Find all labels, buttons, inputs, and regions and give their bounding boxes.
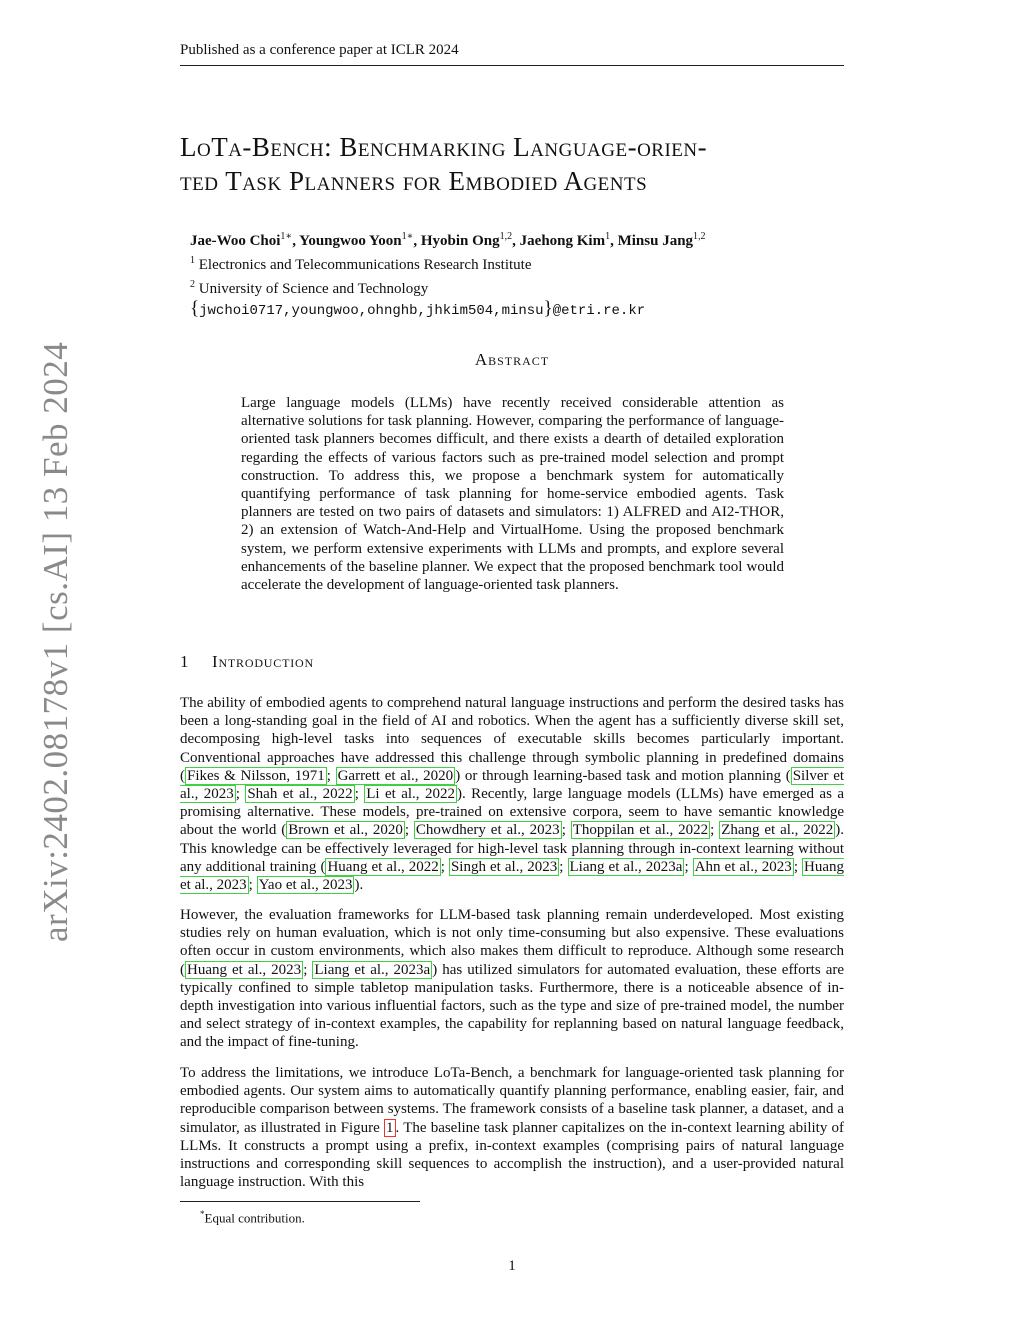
author-names: Jae-Woo Choi$^{1∗}$, Youngwoo Yoon$^{1∗}$, Hyobin Ong$^{1,2}$, Jaehong Kim$^1$, Minsu Jang$^{1,2}$ (190, 231, 706, 249)
author-affil-mark: 1,2 (499, 231, 513, 242)
close-brace: } (543, 298, 553, 319)
affil-mark: 1 (190, 255, 195, 266)
author-name: Jae-Woo Choi (190, 233, 281, 249)
citation-link[interactable]: Chowdhery et al., 2023 (415, 822, 560, 839)
footnote-mark: * (200, 1209, 205, 1219)
citation-link[interactable]: Yao et al., 2023 (258, 877, 353, 894)
text-run: ). This knowledge can be effectively leveraged for high-level task planning through in-context learning without any additional training ( (180, 822, 845, 875)
citation-link[interactable]: Thoppilan et al., 2022 (572, 822, 709, 839)
footnote-divider (180, 1201, 420, 1202)
author-block (190, 227, 850, 321)
citation-link[interactable]: Silver et al., 2023 (180, 767, 845, 803)
text-run: ). Recently, large language models (LLMs) have emerged as a promising alternative. These models, pre-trained on extensive corpora, seem to have semantic knowledge about the world ( (180, 786, 844, 839)
text-run: ; (561, 822, 571, 839)
affil-mark: 2 (190, 279, 195, 290)
text-run: To address the limitations, we introduce LoTa-Bench, a benchmark for language-oriented task planning for embodied agents. Our system aims to automatically quantify planning performance, enabling easier, fair, and reproducible comparison between systems. The framework consists of a baseline task planner, a dataset, and a simulator, as illustrated in Figure (180, 1065, 844, 1136)
text-run: ; (235, 786, 246, 803)
text-run: ; (559, 858, 568, 875)
paper-title (180, 130, 860, 198)
text-run: ; (248, 877, 257, 894)
email-users: jwchoi0717,youngwoo,ohnghb,jhkim504,minsu (199, 303, 544, 319)
citation-link[interactable]: Garrett et al., 2020 (337, 767, 454, 784)
footnote (200, 1209, 305, 1226)
citation-link[interactable]: Huang et al., 2022 (327, 858, 439, 875)
text-run: ; (793, 858, 803, 875)
section-number: 1 (180, 652, 189, 671)
citation-link[interactable]: Liang et al., 2023a (314, 961, 431, 978)
author-affil-mark: 1,2 (693, 231, 706, 242)
text-run: ; (326, 767, 336, 784)
citation-link[interactable]: Singh et al., 2023 (450, 858, 558, 875)
citation-link[interactable]: Huang et al., 2023 (180, 858, 845, 894)
author-name: Jaehong Kim (519, 233, 606, 249)
text-run: ; (684, 858, 693, 875)
text-run: However, the evaluation frameworks for LLM-based task planning remain underdeveloped. Most existing studies rely on human evaluation, which is not only time-consuming but also expensive. These evaluations often occur in custom environments, which also makes them difficult to reproduce. Although some research ( (180, 907, 844, 978)
figure-reference-link[interactable]: 1 (386, 1119, 394, 1136)
citation-link[interactable]: Zhang et al., 2022 (721, 822, 834, 839)
author-affil-mark: 1∗ (401, 231, 414, 242)
text-run: ). (354, 877, 364, 894)
affiliation-1 (190, 251, 850, 275)
paragraph-2 (180, 906, 844, 1052)
citation-link[interactable]: Liang et al., 2023a (569, 858, 683, 875)
text-run: ; (440, 858, 449, 875)
abstract-text: Large language models (LLMs) have recently received considerable attention as alternative solutions for task planning. However, comparing the performance of language-oriented task planners becomes difficult, and there exists a dearth of detailed exploration regarding the effects of various factors such as pre-trained model selection and prompt construction. To address this, we propose a benchmark system for automatically quantifying performance of task planning for home-service embodied agents. Task planners are tested on two pairs of datasets and simulators: 1) ALFRED and AI2-THOR, 2) an extension of Watch-And-Help and VirtualHome. Using the proposed benchmark system, we perform extensive experiments with LLMs and prompts, and explore several enhancements of the baseline planner. We expect that the proposed benchmark tool would accelerate the development of language-oriented task planners. (241, 395, 784, 594)
author-name: Hyobin Ong (420, 233, 500, 249)
text-run: ; (710, 822, 720, 839)
text-run: ) has utilized simulators for automated evaluation, these efforts are typically confined to simple tabletop manipulation tasks. Furthermore, there is a noticeable absence of in-depth investigation into various influential factors, such as the type and size of pre-trained model, the number and select strategy of in-context examples, the capability for replanning based on natural language feedback, and the impact of fine-tuning. (180, 961, 845, 1051)
arxiv-stamp: arXiv:2402.08178v1 [cs.AI] 13 Feb 2024 (36, 341, 75, 942)
citation-link[interactable]: Ahn et al., 2023 (694, 858, 792, 875)
section-title: Introduction (212, 652, 314, 671)
text-run: ; (404, 822, 414, 839)
running-header: Published as a conference paper at ICLR 2024 (180, 42, 844, 66)
affil-text: Electronics and Telecommunications Research Institute (198, 257, 532, 273)
author-name: Minsu Jang (617, 233, 694, 249)
paragraph-3 (180, 1064, 844, 1191)
author-name: Youngwoo Yoon (299, 233, 402, 249)
title-line-1: LoTa-Bench: Benchmarking Language-orien- (180, 132, 708, 162)
citation-link[interactable]: Shah et al., 2022 (247, 786, 353, 803)
affiliation-2 (190, 275, 850, 299)
citation-link[interactable]: Brown et al., 2020 (288, 822, 403, 839)
section-heading (180, 652, 844, 672)
text-run: . The baseline task planner capitalizes on the in-context learning ability of LLMs. It constructs a prompt using a prefix, in-context examples (comprising pairs of natural language instructions and corresponding skill sequences to accomplish the instruction), and a user-provided natural language instruction. With this (180, 1119, 844, 1191)
email-domain: @etri.re.kr (552, 303, 646, 319)
abstract-heading: Abstract (474, 350, 550, 369)
author-affil-mark: 1 (605, 231, 611, 242)
author-affil-mark: 1∗ (280, 231, 293, 242)
page-number: 1 (508, 1258, 516, 1274)
text-run: ) or through learning-based task and motion planning ( (455, 767, 791, 784)
title-line-2: ted Task Planners for Embodied Agents (180, 166, 648, 196)
citation-link[interactable]: Huang et al., 2023 (187, 961, 302, 978)
text-run: ; (354, 786, 365, 803)
paragraph-1 (180, 694, 844, 894)
open-brace: { (190, 298, 200, 319)
citation-link[interactable]: Fikes & Nilsson, 1971 (187, 767, 325, 784)
citation-link[interactable]: Li et al., 2022 (366, 786, 455, 803)
footnote-text: Equal contribution. (204, 1210, 305, 1226)
text-run: ; (303, 961, 313, 978)
author-emails (190, 299, 850, 321)
text-run: The ability of embodied agents to comprehend natural language instructions and perform the desired tasks has been a long-standing goal in the field of AI and robotics. When the agent has a sufficiently diverse skill set, decomposing high-level tasks into sequences of executable skills becomes particularly important. Conventional approaches have addressed this challenge through symbolic planning in predefined domains ( (180, 695, 844, 784)
affil-text: University of Science and Technology (198, 281, 429, 297)
